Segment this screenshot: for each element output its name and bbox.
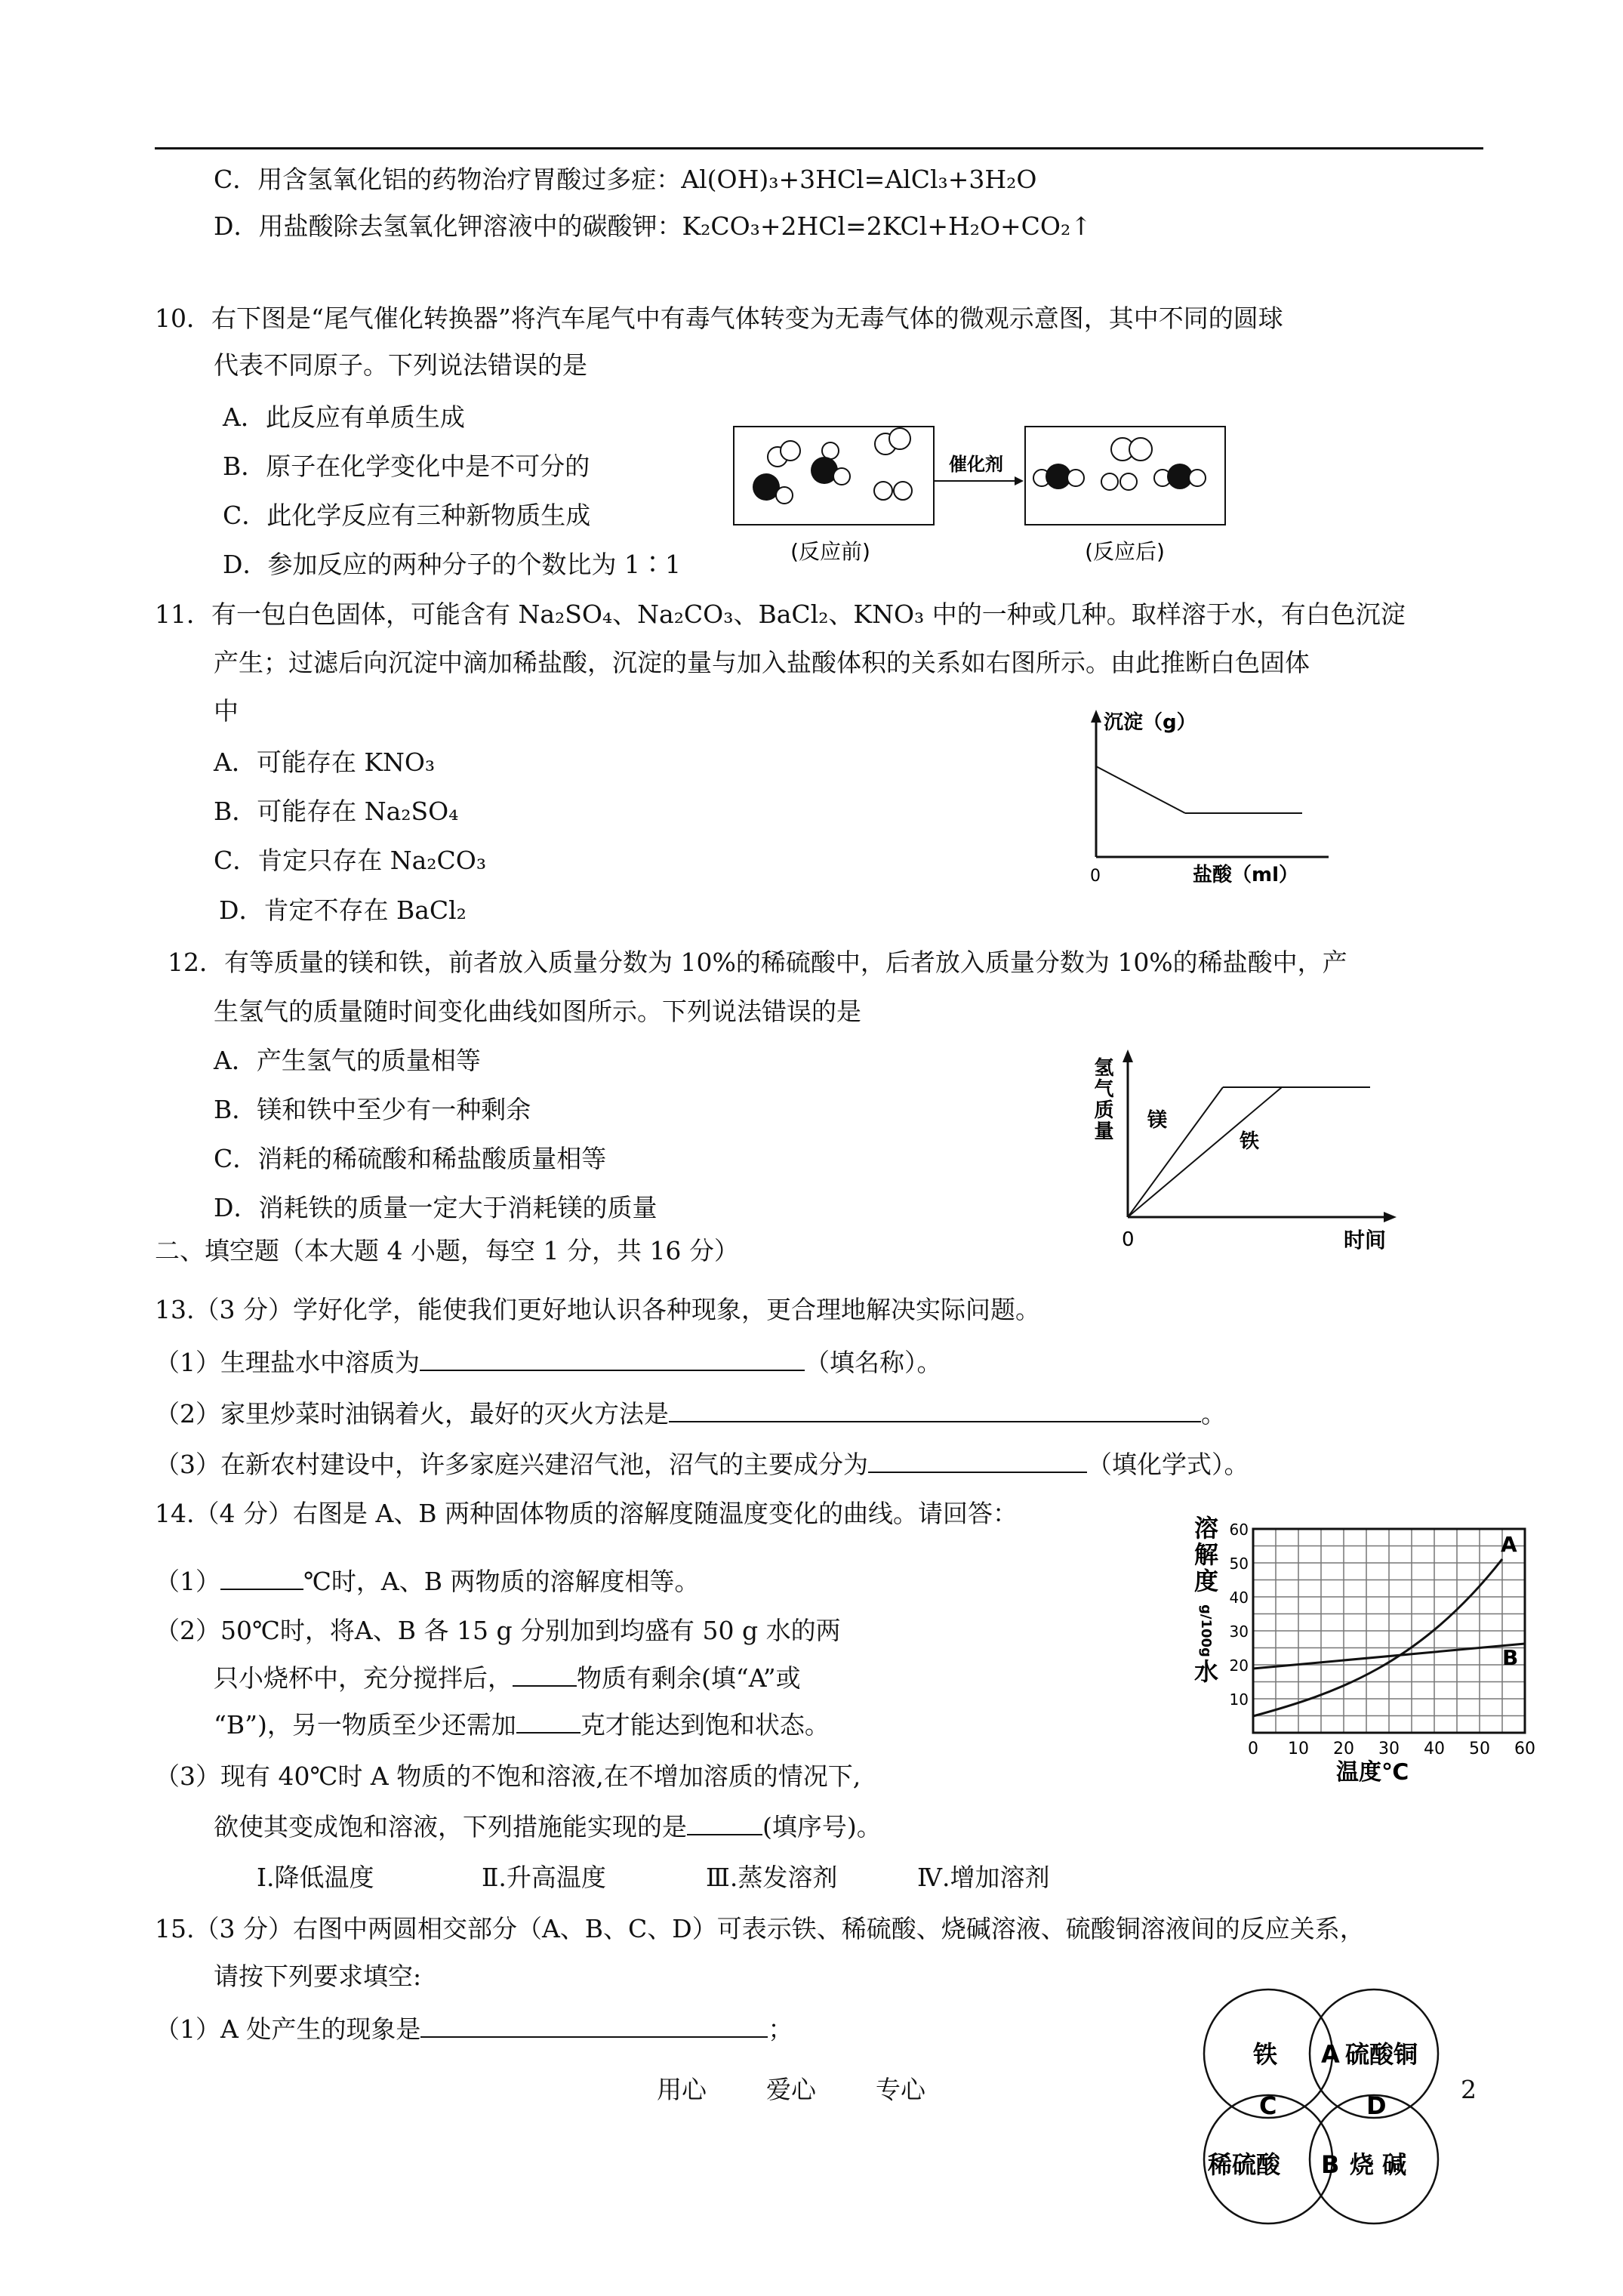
q14-opt-1: Ⅰ.降低温度 <box>257 1863 374 1892</box>
q12-stem-line1: 12．有等质量的镁和铁，前者放入质量分数为 10%的稀硫酸中，后者放入质量分数为 10%的稀盐酸中，产 <box>168 948 1347 977</box>
q13-part2-tail: 。 <box>1201 1399 1226 1428</box>
q11-stem-line2: 产生；过滤后向沉淀中滴加稀盐酸，沉淀的量与加入盐酸体积的关系如右图所示。由此推断白色固体 <box>214 648 1310 677</box>
q14-blank4[interactable] <box>687 1813 762 1835</box>
x-label: 温度℃ <box>1336 1759 1409 1786</box>
q10-option-d: D．参加反应的两种分子的个数比为 1∶1 <box>223 550 681 579</box>
q12-option-b: B．镁和铁中至少有一种剩余 <box>214 1095 531 1124</box>
x-tick-label: 40 <box>1424 1740 1445 1758</box>
q13-stem: 13.（3 分）学好化学，能使我们更好地认识各种现象，更合理地解决实际问题。 <box>155 1295 1040 1324</box>
region-c-label: C <box>1259 2091 1277 2120</box>
q15-stem-line2: 请按下列要求填空: <box>214 1962 422 1991</box>
q10-option-c: C．此化学反应有三种新物质生成 <box>223 501 591 530</box>
y-tick-label: 40 <box>1229 1589 1249 1607</box>
y-axis-arrow-icon <box>1091 710 1101 723</box>
y-label <box>1194 1514 1218 1686</box>
q14-part2-line3-tail: 克才能达到饱和状态。 <box>580 1710 830 1740</box>
q14-blank2[interactable] <box>513 1664 577 1687</box>
section-2-heading: 二、填空题（本大题 4 小题，每空 1 分，共 16 分） <box>155 1236 739 1265</box>
y-axis-arrow-icon <box>1123 1049 1133 1062</box>
q11-option-d: D．肯定不存在 BaCl₂ <box>219 895 467 925</box>
q14-part3-line2 <box>214 1812 882 1842</box>
mg-line <box>1128 1087 1223 1217</box>
q14-stem: 14.（4 分）右图是 A、B 两种固体物质的溶解度随温度变化的曲线。请回答： <box>155 1499 1018 1528</box>
q11-stem-line3: 中 <box>214 696 239 726</box>
q14-part2-line2-tail: 物质有剩余(填“A”或 <box>577 1663 801 1693</box>
origin-label: 0 <box>1122 1228 1135 1251</box>
q12-option-c: C．消耗的稀硫酸和稀盐酸质量相等 <box>214 1144 607 1173</box>
cuso4-label: 硫酸铜 <box>1345 2040 1418 2069</box>
header-rule <box>155 147 1483 149</box>
q10-molecule-diagram <box>725 411 1268 570</box>
q10-stem-line1: 10．右下图是“尾气催化转换器”将汽车尾气中有毒气体转变为无毒气体的微观示意图，其中不同的圆球 <box>155 304 1283 333</box>
y-label-part: g/100g <box>1198 1604 1214 1657</box>
fe-label: 铁 <box>1240 1130 1260 1153</box>
q13-part1-text: （1）生理盐水中溶质为 <box>155 1348 420 1377</box>
grid <box>1253 1529 1525 1733</box>
q13-part2 <box>155 1399 1226 1429</box>
q14-part1 <box>155 1567 700 1597</box>
q14-part2-line3 <box>214 1710 830 1740</box>
q14-opt-4: Ⅳ.增加溶剂 <box>917 1863 1050 1892</box>
x-tick-label: 30 <box>1378 1740 1400 1758</box>
y-label-part: 溶 <box>1194 1514 1219 1542</box>
q13-blank1[interactable] <box>420 1348 805 1371</box>
q14-part1-text: （1） <box>155 1567 220 1596</box>
h2so4-label: 稀硫酸 <box>1208 2150 1281 2179</box>
before-label: (反应前) <box>790 539 870 564</box>
y-ticks <box>1230 1521 1249 1709</box>
q10-option-a: A．此反应有单质生成 <box>223 402 465 432</box>
q12-hydrogen-graph <box>1079 1042 1427 1261</box>
region-d-label: D <box>1366 2091 1387 2120</box>
q9-option-d: D．用盐酸除去氢氧化钾溶液中的碳酸钾：K₂CO₃+2HCl=2KCl+H₂O+CO₂↑ <box>214 211 1092 241</box>
q14-part3-line2-text: 欲使其变成饱和溶液，下列措施能实现的是 <box>214 1812 687 1841</box>
x-tick-label: 20 <box>1333 1740 1354 1758</box>
y-tick-label: 20 <box>1229 1657 1249 1675</box>
y-tick-label: 10 <box>1229 1690 1249 1709</box>
mg-label: 镁 <box>1147 1109 1168 1132</box>
region-b-label: B <box>1321 2150 1340 2179</box>
iron-label: 铁 <box>1253 2040 1278 2069</box>
y-label-part: 解 <box>1194 1540 1219 1569</box>
q14-part3-line2-tail: (填序号)。 <box>762 1812 882 1841</box>
y-label: 沉淀（g） <box>1104 711 1196 734</box>
q15-venn-diagram <box>1185 1971 1472 2288</box>
q11-option-b: B．可能存在 Na₂SO₄ <box>214 797 459 826</box>
q12-option-d: D．消耗铁的质量一定大于消耗镁的质量 <box>214 1193 658 1222</box>
curve-a-label: A <box>1501 1532 1517 1557</box>
origin-label: 0 <box>1090 867 1101 886</box>
q15-part1 <box>155 2014 793 2045</box>
q14-part2-line2-text: 只小烧杯中，充分搅拌后， <box>214 1663 513 1693</box>
q13-part3 <box>155 1450 1249 1480</box>
q14-part3: （3）现有 40℃时 A 物质的不饱和溶液,在不增加溶质的情况下, <box>155 1761 861 1791</box>
q11-precipitate-graph <box>1057 706 1344 895</box>
q13-part1-tail: （填名称）。 <box>805 1348 942 1377</box>
q13-blank3[interactable] <box>868 1450 1087 1473</box>
x-axis-arrow-icon <box>1384 1212 1397 1222</box>
q14-blank3[interactable] <box>516 1711 581 1734</box>
q11-option-a: A．可能存在 KNO₃ <box>214 747 436 777</box>
q13-part3-text: （3）在新农村建设中，许多家庭兴建沼气池，沼气的主要成分为 <box>155 1450 868 1479</box>
q13-blank2[interactable] <box>669 1400 1201 1422</box>
precipitate-line <box>1096 766 1185 813</box>
x-ticks <box>1248 1740 1535 1758</box>
catalyst-label: 催化剂 <box>949 454 1003 475</box>
x-label: 时间 <box>1344 1228 1387 1253</box>
q10-stem-line2: 代表不同原子。下列说法错误的是 <box>214 350 587 380</box>
footer-motto-2: 爱心 <box>766 2075 816 2104</box>
y-tick-label: 60 <box>1229 1521 1249 1539</box>
y-label-part: 水 <box>1194 1657 1219 1686</box>
x-label: 盐酸（ml） <box>1193 864 1299 886</box>
q14-opt-3: Ⅲ.蒸发溶剂 <box>706 1863 838 1892</box>
q14-solubility-graph <box>1185 1514 1563 1786</box>
x-tick-label: 10 <box>1288 1740 1309 1758</box>
q15-blank1[interactable] <box>420 2015 768 2038</box>
q13-part3-tail: （填化学式）。 <box>1087 1450 1249 1479</box>
naoh-label: 烧 碱 <box>1350 2150 1407 2179</box>
x-tick-label: 0 <box>1248 1740 1258 1758</box>
after-label: (反应后) <box>1085 539 1165 564</box>
q9-option-c: C．用含氢氧化铝的药物治疗胃酸过多症：Al(OH)₃+3HCl=AlCl₃+3H₂O <box>214 165 1037 194</box>
x-tick-label: 60 <box>1514 1740 1535 1758</box>
q15-part1-text: （1）A 处产生的现象是 <box>155 2014 421 2044</box>
q14-blank1[interactable] <box>220 1567 303 1590</box>
curve-b-label: B <box>1502 1645 1519 1670</box>
q14-part2-line2 <box>214 1663 801 1693</box>
page-number: 2 <box>1461 2075 1477 2104</box>
q15-stem-line1: 15.（3 分）右图中两圆相交部分（A、B、C、D）可表示铁、稀硫酸、烧碱溶液、硫酸铜溶液间的反应关系， <box>155 1914 1365 1943</box>
arrow-head-icon <box>1015 476 1024 485</box>
q12-stem-line2: 生氢气的质量随时间变化曲线如图所示。下列说法错误的是 <box>214 997 861 1026</box>
x-tick-label: 50 <box>1469 1740 1490 1758</box>
y-tick-label: 50 <box>1229 1555 1249 1573</box>
region-a-label: A <box>1321 2040 1340 2069</box>
y-tick-label: 30 <box>1229 1623 1249 1641</box>
q13-part2-text: （2）家里炒菜时油锅着火，最好的灭火方法是 <box>155 1399 669 1428</box>
q11-option-c: C．肯定只存在 Na₂CO₃ <box>214 846 487 875</box>
curve-a <box>1253 1559 1502 1716</box>
q14-part2-line3-text: “B”)，另一物质至少还需加 <box>214 1710 516 1740</box>
q11-stem-line1: 11．有一包白色固体，可能含有 Na₂SO₄、Na₂CO₃、BaCl₂、KNO₃ 中的一种或几种。取样溶于水，有白色沉淀 <box>155 599 1406 629</box>
q10-option-b: B．原子在化学变化中是不可分的 <box>223 451 590 481</box>
q14-part2: （2）50℃时，将A、B 各 15 g 分别加到均盛有 50 g 水的两 <box>155 1616 841 1645</box>
footer-motto-3: 专心 <box>876 2075 925 2104</box>
q12-option-a: A．产生氢气的质量相等 <box>214 1046 481 1075</box>
q15-part1-tail: ； <box>768 2014 793 2044</box>
y-label-part: 度 <box>1194 1567 1219 1595</box>
y-label: 氢气质量 <box>1091 1057 1113 1142</box>
q14-opt-2: Ⅱ.升高温度 <box>482 1863 606 1892</box>
q14-part1-tail: ℃时，A、B 两物质的溶解度相等。 <box>303 1567 700 1596</box>
footer-motto-1: 用心 <box>657 2075 707 2104</box>
q13-part1 <box>155 1348 942 1378</box>
